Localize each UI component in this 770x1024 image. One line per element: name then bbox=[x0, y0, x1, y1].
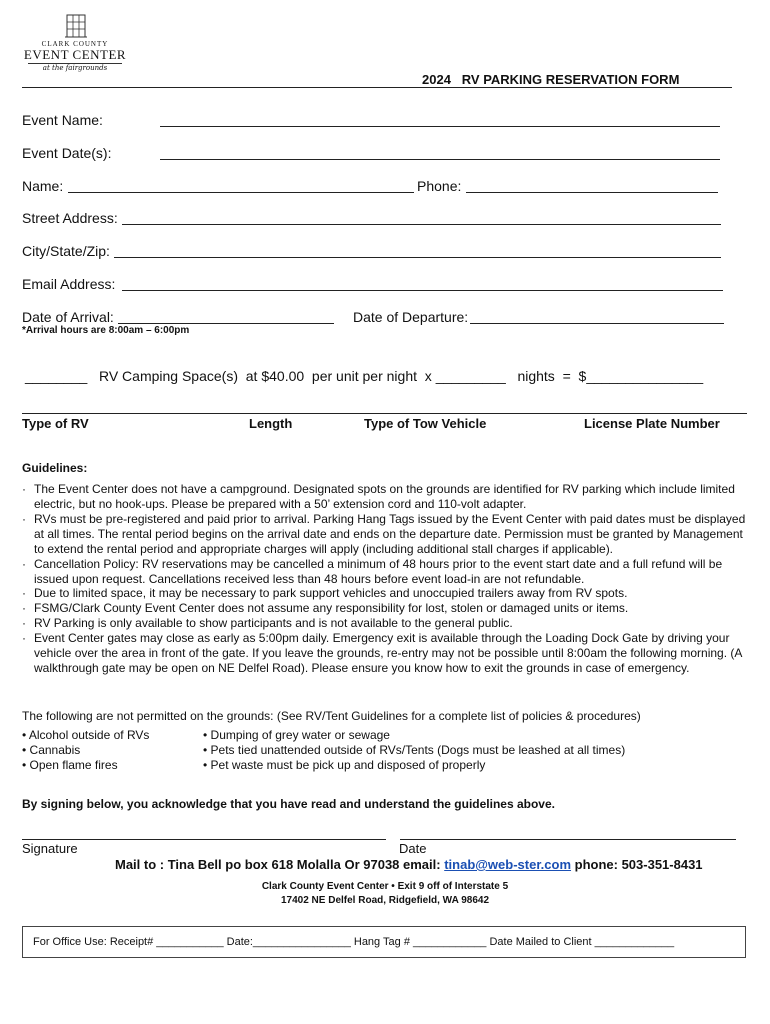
arrival-label: Date of Arrival: bbox=[22, 309, 114, 325]
event-dates-label: Event Date(s): bbox=[22, 145, 112, 161]
list-item bbox=[22, 758, 149, 773]
not-permitted-left-list bbox=[22, 728, 149, 773]
signature-field[interactable] bbox=[22, 838, 386, 840]
list-item-text: Pets tied unattended outside of RVs/Tents (Dogs must be leashed at all times) bbox=[210, 743, 626, 757]
bullet-dot: • bbox=[203, 728, 208, 742]
list-item-text: Open flame fires bbox=[29, 758, 118, 772]
address-line-2: 17402 NE Delfel Road, Ridgefield, WA 98642 bbox=[280, 895, 490, 906]
header-type-of-rv: Type of RV bbox=[22, 416, 89, 431]
table-top-rule bbox=[22, 413, 747, 414]
header-length: Length bbox=[249, 416, 293, 431]
guidelines-heading: Guidelines: bbox=[22, 461, 88, 475]
departure-field[interactable] bbox=[470, 322, 724, 324]
guideline-item bbox=[22, 631, 747, 676]
email-label: Email Address: bbox=[22, 276, 116, 292]
nights-blank[interactable]: _________ bbox=[435, 368, 506, 384]
list-item bbox=[203, 728, 625, 743]
list-item bbox=[203, 758, 625, 773]
mail-to-line bbox=[115, 857, 703, 872]
list-item bbox=[22, 743, 149, 758]
name-label: Name: bbox=[22, 178, 64, 194]
name-field[interactable] bbox=[68, 191, 414, 193]
guideline-text: RV Parking is only available to show participants and is not available to the general public. bbox=[34, 616, 513, 630]
total-blank[interactable]: _______________ bbox=[586, 368, 704, 384]
email-link[interactable]: tinab@web-ster.com bbox=[444, 857, 572, 872]
street-address-label: Street Address: bbox=[22, 210, 118, 226]
bullet-dot: · bbox=[22, 586, 26, 600]
bullet-dot: · bbox=[22, 512, 26, 526]
list-item-text: Alcohol outside of RVs bbox=[28, 728, 150, 742]
office-use-box bbox=[22, 926, 746, 958]
building-icon bbox=[22, 12, 128, 40]
form-title: 2024 RV PARKING RESERVATION FORM bbox=[422, 72, 680, 87]
bullet-dot: · bbox=[22, 616, 26, 630]
office-use-text: For Office Use: Receipt# ___________ Date:________________ Hang Tag # ____________ Date Mailed to Client _____________ bbox=[33, 936, 675, 948]
bullet-dot: · bbox=[22, 631, 26, 645]
mail-to-prefix: Mail to : Tina Bell po box 618 Molalla Or 97038 email: bbox=[115, 857, 445, 872]
guideline-text: Due to limited space, it may be necessary to park support vehicles and unoccupied trailers away from RV spots. bbox=[34, 586, 628, 600]
event-name-field[interactable] bbox=[160, 125, 720, 127]
logo-line1: CLARK COUNTY bbox=[41, 40, 109, 48]
guideline-item bbox=[22, 601, 747, 616]
bullet-dot: • bbox=[203, 743, 208, 757]
arrival-hours-note: *Arrival hours are 8:00am – 6:00pm bbox=[22, 325, 190, 336]
guideline-text: Cancellation Policy: RV reservations may be cancelled a minimum of 48 hours prior to the event start date and a full refund will be issued upon request. Cancellations received less than 48 hours before event load-in are not refundable. bbox=[34, 557, 723, 586]
mail-to-suffix: phone: 503-351-8431 bbox=[571, 857, 703, 872]
guideline-text: The Event Center does not have a campground. Designated spots on the grounds are identified for RV parking which include limited electric, but no hook-ups. Please be prepared with a 50’ extension cord and 110-volt adapter. bbox=[34, 482, 735, 511]
calc-line bbox=[25, 368, 703, 384]
bullet-dot: • bbox=[22, 743, 27, 757]
calc-text-2: nights = $ bbox=[517, 368, 587, 384]
arrival-field[interactable] bbox=[118, 322, 334, 324]
guideline-text: Event Center gates may close as early as 5:00pm daily. Emergency exit is available through the Loading Dock Gate by driving your vehicle over the area in front of the gate. If you leave the grounds, re-entry may not be possible until 8:00am the following morning. (A walkthrough gate may be open on NE Delfel Road). Please ensure you know how to exit the grounds in case of emergency. bbox=[34, 631, 742, 675]
logo-line2: EVENT CENTER bbox=[23, 47, 127, 62]
not-permitted-right-list bbox=[203, 728, 625, 773]
departure-label: Date of Departure: bbox=[353, 309, 469, 325]
list-item bbox=[22, 728, 149, 743]
list-item-text: Dumping of grey water or sewage bbox=[210, 728, 390, 742]
city-state-zip-label: City/State/Zip: bbox=[22, 243, 110, 259]
guideline-item bbox=[22, 616, 747, 631]
date-label: Date bbox=[399, 841, 427, 856]
guideline-text: FSMG/Clark County Event Center does not assume any responsibility for lost, stolen or damaged units or items. bbox=[34, 601, 629, 615]
guideline-text: RVs must be pre-registered and paid prior to arrival. Parking Hang Tags issued by the Event Center with paid dates must be displayed at all times. The rental period begins on the arrival date and ends on the departure date. Permission must be granted by Management to extend the rental period and appropriate charges will apply (including additional stall charges if applicable). bbox=[34, 512, 746, 556]
date-field[interactable] bbox=[400, 838, 736, 840]
bullet-dot: · bbox=[22, 557, 26, 571]
phone-field[interactable] bbox=[466, 191, 718, 193]
bullet-dot: · bbox=[22, 601, 26, 615]
calc-text-1: RV Camping Space(s) at $40.00 per unit per night x bbox=[98, 368, 432, 384]
event-dates-field[interactable] bbox=[160, 158, 720, 160]
list-item-text: Pet waste must be pick up and disposed of properly bbox=[210, 758, 486, 772]
guideline-item bbox=[22, 482, 747, 512]
list-item-text: Cannabis bbox=[29, 743, 81, 757]
address-line-1: Clark County Event Center • Exit 9 off of Interstate 5 bbox=[261, 881, 509, 892]
bullet-dot: • bbox=[22, 728, 27, 742]
guideline-item bbox=[22, 557, 747, 587]
guideline-item bbox=[22, 512, 747, 557]
signature-label: Signature bbox=[22, 841, 78, 856]
spaces-blank[interactable]: ________ bbox=[25, 368, 88, 384]
event-name-label: Event Name: bbox=[22, 112, 103, 128]
email-field[interactable] bbox=[122, 289, 723, 291]
phone-label: Phone: bbox=[417, 178, 462, 194]
bullet-dot: • bbox=[22, 758, 27, 772]
guideline-item bbox=[22, 586, 747, 601]
header-license-plate: License Plate Number bbox=[584, 416, 720, 431]
event-center-logo bbox=[22, 12, 128, 74]
logo-line3: at the fairgrounds bbox=[42, 64, 108, 72]
header-tow-vehicle: Type of Tow Vehicle bbox=[364, 416, 487, 431]
title-rule bbox=[22, 87, 732, 88]
bullet-dot: • bbox=[203, 758, 208, 772]
list-item bbox=[203, 743, 625, 758]
bullet-dot: · bbox=[22, 482, 26, 496]
street-address-field[interactable] bbox=[122, 223, 721, 225]
not-permitted-intro: The following are not permitted on the grounds: (See RV/Tent Guidelines for a complete list of policies & procedures) bbox=[22, 709, 641, 723]
city-state-zip-field[interactable] bbox=[114, 256, 721, 258]
acknowledge-text: By signing below, you acknowledge that you have read and understand the guidelines above. bbox=[22, 797, 555, 811]
